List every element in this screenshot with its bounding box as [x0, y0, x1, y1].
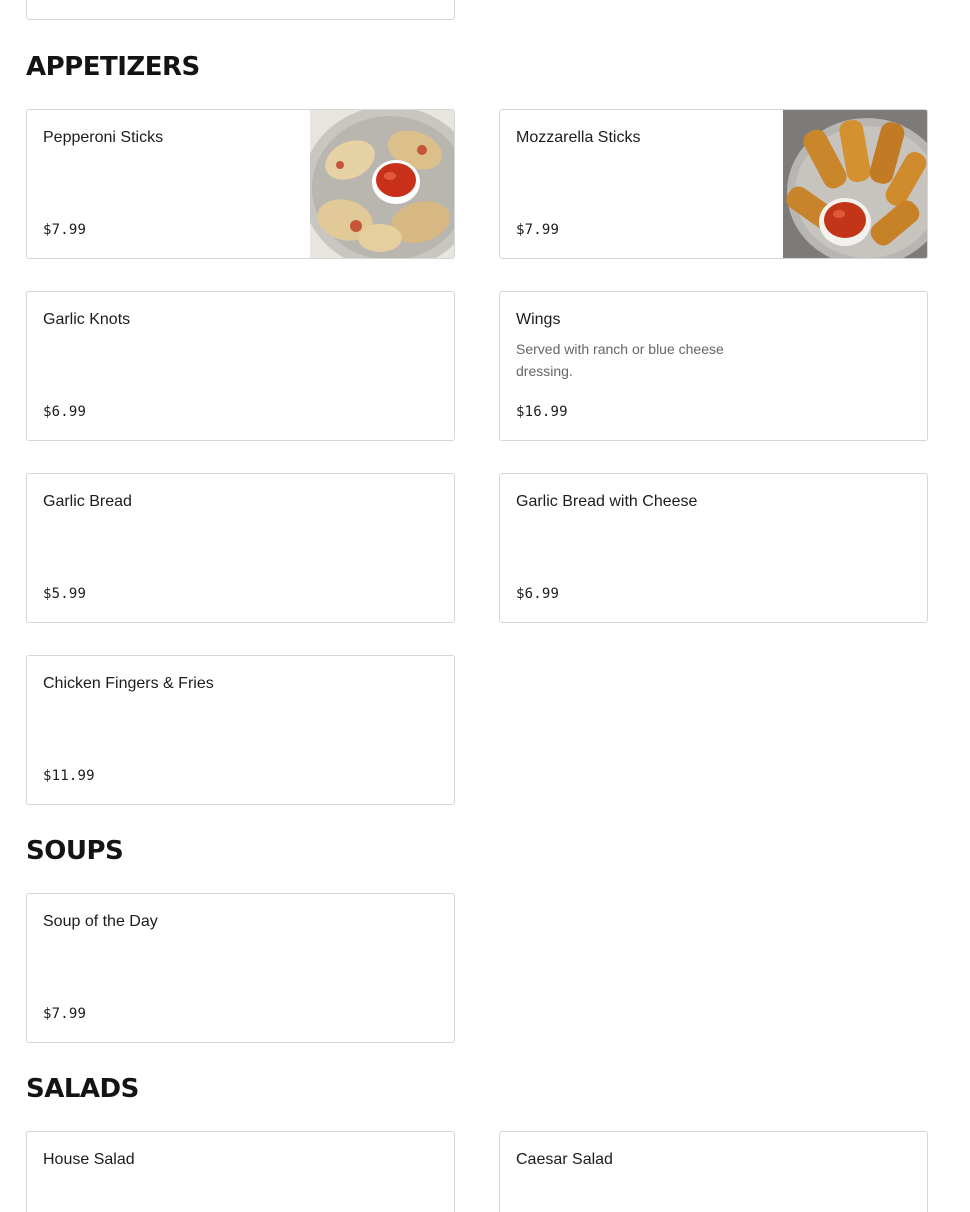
- menu-item-content: [516, 310, 911, 440]
- menu-item-card[interactable]: [499, 473, 928, 623]
- item-price: $7.99: [43, 1006, 87, 1022]
- menu-item-content: [516, 492, 911, 622]
- menu-item-card[interactable]: [499, 291, 928, 441]
- item-name: House Salad: [43, 1151, 135, 1168]
- item-name: Wings: [516, 311, 561, 328]
- menu-item-card-partial[interactable]: [26, 0, 455, 20]
- item-name: Soup of the Day: [43, 913, 158, 930]
- item-name: Garlic Bread: [43, 493, 132, 510]
- pepperoni-sticks-photo: [310, 110, 454, 258]
- menu-item-content: [43, 674, 438, 804]
- menu-item-card[interactable]: [499, 109, 928, 259]
- menu-item-card[interactable]: [26, 655, 455, 805]
- menu-item-content: [43, 1150, 438, 1212]
- item-name: Pepperoni Sticks: [43, 129, 164, 146]
- item-name: Caesar Salad: [516, 1151, 613, 1168]
- item-name: Mozzarella Sticks: [516, 129, 641, 146]
- menu-item-card[interactable]: [26, 473, 455, 623]
- menu-item-card[interactable]: [26, 291, 455, 441]
- item-name: Garlic Bread with Cheese: [516, 493, 698, 510]
- menu-item-content: [43, 492, 438, 622]
- item-name: Garlic Knots: [43, 311, 131, 328]
- item-price: $11.99: [43, 768, 95, 784]
- item-price: $6.99: [516, 586, 560, 602]
- mozzarella-sticks-photo: [783, 110, 927, 258]
- section-title-appetizers: APPETIZERS: [26, 52, 200, 82]
- section-title-salads: SALADS: [26, 1074, 139, 1104]
- menu-item-card[interactable]: [26, 893, 455, 1043]
- menu-item-card[interactable]: [26, 109, 455, 259]
- item-price: $6.99: [43, 404, 87, 420]
- menu-item-content: [516, 1150, 911, 1212]
- menu-item-content: [43, 310, 438, 440]
- menu-item-card[interactable]: [26, 1131, 455, 1212]
- section-title-soups: SOUPS: [26, 836, 124, 866]
- item-name: Chicken Fingers & Fries: [43, 675, 214, 692]
- item-price: $5.99: [43, 586, 87, 602]
- menu-item-card[interactable]: [499, 1131, 928, 1212]
- item-price: $7.99: [516, 222, 560, 238]
- item-price: $16.99: [516, 404, 568, 420]
- menu-item-content: [43, 912, 438, 1042]
- item-description: Served with ranch or blue cheese dressing.: [516, 341, 724, 379]
- item-price: $7.99: [43, 222, 87, 238]
